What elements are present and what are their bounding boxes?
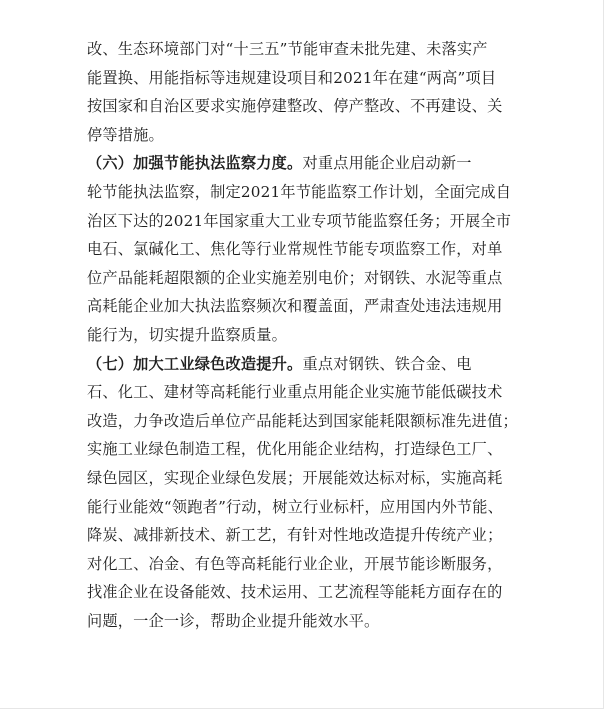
text-line: 治区下达的2021年国家重大工业专项节能监察任务；开展全市 (87, 211, 512, 230)
text-line: 实施工业绿色制造工程，优化用能企业结构，打造绿色工厂、 (87, 440, 503, 459)
text-line: 降炭、减排新技术、新工艺，有针对性地改造提升传统产业； (87, 526, 503, 545)
text-line: 按国家和自治区要求实施停建整改、停产整改、不再建设、关 (87, 97, 503, 116)
text-line: 对化工、冶金、有色等高耗能行业企业，开展节能诊断服务， (87, 554, 503, 573)
section-6-heading: （六）加强节能执法监察力度。 (87, 154, 303, 173)
text-line: 改、生态环境部门对“十三五”节能审查未批先建、未落实产 (87, 40, 488, 58)
text-line: 改造，力争改造后单位产品能耗达到国家能耗限额标准先进值； (87, 411, 518, 430)
text-line: 问题，一企一诊，帮助企业提升能效水平。 (87, 611, 380, 630)
section-7-heading: （七）加大工业绿色改造提升。 (87, 354, 303, 373)
body-text (87, 35, 527, 635)
text-line: 高耗能企业加大执法监察频次和覆盖面，严肃查处违法违规用 (87, 297, 503, 316)
text-line: 电石、氯碱化工、焦化等行业常规性节能专项监察工作，对单 (87, 240, 503, 259)
section-7-first-line: （七）加大工业绿色改造提升。重点对钢铁、铁合金、电 (87, 354, 472, 373)
text-line: 找准企业在设备能效、技术运用、工艺流程等能耗方面存在的 (87, 583, 503, 602)
text-line: 位产品能耗超限额的企业实施差别电价；对钢铁、水泥等重点 (87, 268, 503, 287)
section-6-first-line: （六）加强节能执法监察力度。对重点用能企业启动新一 (87, 154, 472, 173)
text-line: 绿色园区，实现企业绿色发展；开展能效达标对标，实施高耗 (87, 468, 503, 487)
text-line: 能行为，切实提升监察质量。 (87, 325, 288, 344)
text-line: 能置换、用能指标等违规建设项目和2021年在建“两高”项目 (87, 68, 497, 87)
text-line: 停等措施。 (87, 125, 164, 144)
text-line: 轮节能执法监察，制定2021年节能监察工作计划，全面完成自 (87, 182, 512, 201)
text-line: 能行业能效“领跑者”行动，树立行业标杆，应用国内外节能、 (87, 497, 504, 516)
text-line: 石、化工、建材等高耗能行业重点用能企业实施节能低碳技术 (87, 383, 503, 402)
